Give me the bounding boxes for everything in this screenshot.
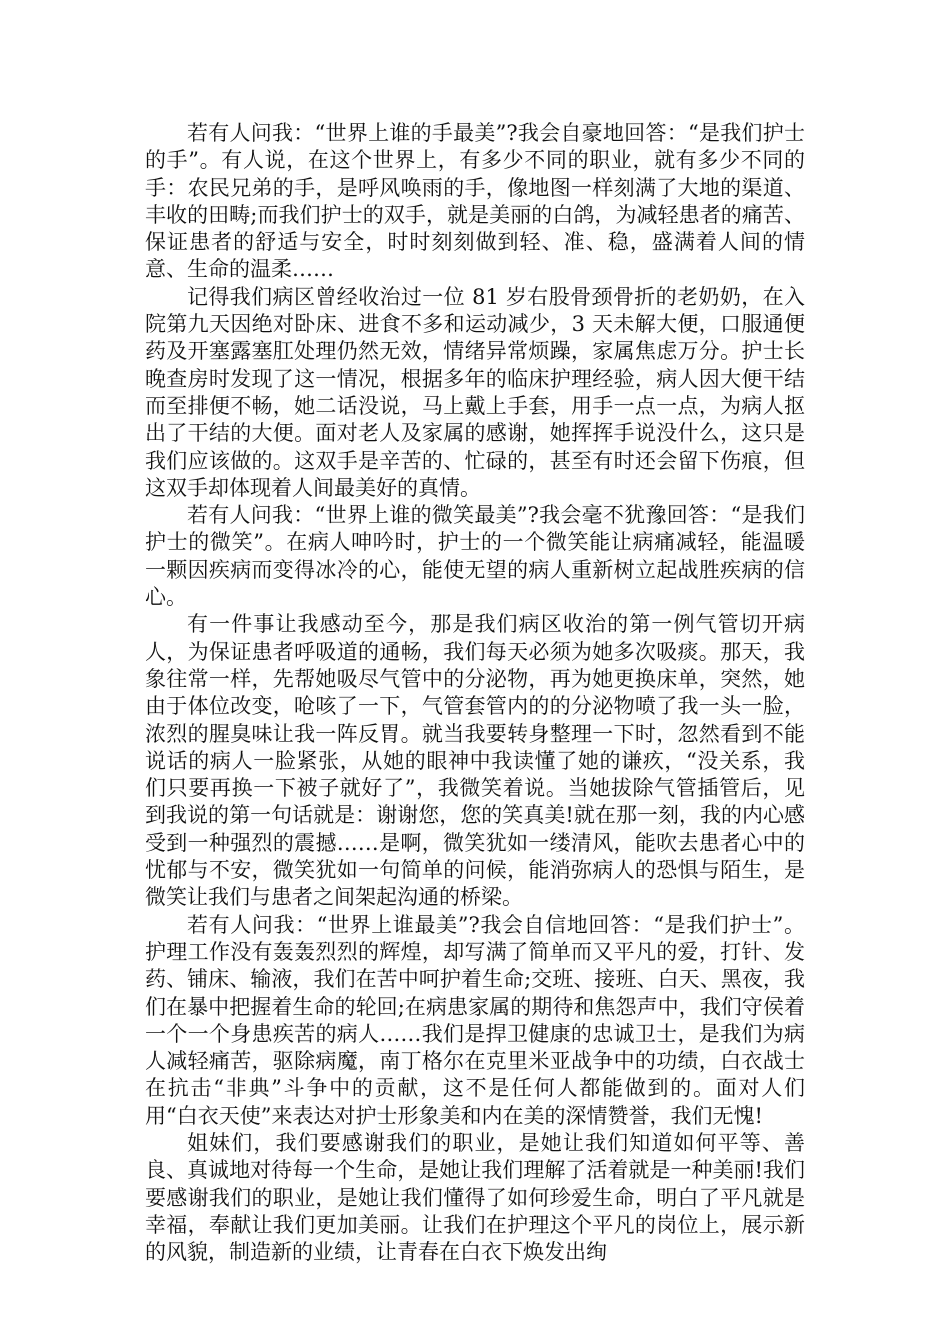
paragraph-nurses-most-beautiful: 若有人问我：“世界上谁最美”?我会自信地回答：“是我们护士”。护理工作没有轰轰烈烈的辉煌，却写满了简单而又平凡的爱，打针、发药、铺床、输液，我们在苦中呵护着生命;交班、接班、白天、黑夜，我们在暴中把握着生命的轮回;在病患家属的期待和焦怨声中，我们守侯着一个一个身患疾苦的病人……我们是捍卫健康的忠诚卫士，是我们为病人减轻痛苦，驱除病魔，南丁格尔在克里米亚战争中的功绩，白衣战士在抗击“非典”斗争中的贡献，这不是任何人都能做到的。面对人们用“白衣天使”来表达对护士形象美和内在美的深情赞誉，我们无愧! <box>145 912 805 1128</box>
document-body <box>145 120 805 1266</box>
paragraph-tracheotomy-story: 有一件事让我感动至今，那是我们病区收治的第一例气管切开病人，为保证患者呼吸道的通畅，我们每天必须为她多次吸痰。那天，我象往常一样，先帮她吸尽气管中的分泌物，再为她更换床单，突然，她由于体位改变，呛咳了一下，气管套管内的的分泌物喷了我一头一脸，浓烈的腥臭味让我一阵反胃。就当我要转身整理一下时，忽然看到不能说话的病人一脸紧张，从她的眼神中我读懂了她的谦疚，“没关系，我们只要再换一下被子就好了”，我微笑着说。当她拔除气管插管后，见到我说的第一句话就是：谢谢您，您的笑真美!就在那一刻，我的内心感受到一种强烈的震撼……是啊，微笑犹如一缕清风，能吹去患者心中的忧郁与不安，微笑犹如一句简单的问候，能消弥病人的恐惧与陌生，是微笑让我们与患者之间架起沟通的桥梁。 <box>145 612 805 910</box>
paragraph-grandmother-story: 记得我们病区曾经收治过一位 81 岁右股骨颈骨折的老奶奶，在入院第九天因绝对卧床、进食不多和运动减少，3 天未解大便，口服通便药及开塞露塞肛处理仍然无效，情绪异常烦躁，家属焦虑万分。护士长晚查房时发现了这一情况，根据多年的临床护理经验，病人因大便干结而至排便不畅，她二话没说，马上戴上手套，用手一点一点，为病人抠出了干结的大便。面对老人及家属的感谢，她挥挥手说没什么，这只是我们应该做的。这双手是辛苦的、忙碌的，甚至有时还会留下伤痕，但这双手却体现着人间最美好的真情。 <box>145 284 805 500</box>
paragraph-sisters-gratitude: 姐妹们，我们要感谢我们的职业，是她让我们知道如何平等、善良、真诚地对待每一个生命，是她让我们理解了活着就是一种美丽!我们要感谢我们的职业，是她让我们懂得了如何珍爱生命，明白了平凡就是幸福，奉献让我们更加美丽。让我们在护理这个平凡的岗位上，展示新的风貌，制造新的业绩，让青春在白衣下焕发出绚 <box>145 1130 805 1265</box>
paragraph-smile: 若有人问我：“世界上谁的微笑最美”?我会毫不犹豫回答：“是我们护士的微笑”。在病人呻吟时，护士的一个微笑能让病痛减轻，能温暖一颗因疾病而变得冰冷的心，能使无望的病人重新树立起战胜疾病的信心。 <box>145 503 805 610</box>
paragraph-hands: 若有人问我：“世界上谁的手最美”?我会自豪地回答：“是我们护士的手”。有人说，在这个世界上，有多少不同的职业，就有多少不同的手：农民兄弟的手，是呼风唤雨的手，像地图一样刻满了大地的渠道、丰收的田畴;而我们护士的双手，就是美丽的白鸽，为减轻患者的痛苦、保证患者的舒适与安全，时时刻刻做到轻、准、稳，盛满着人间的情意、生命的温柔…… <box>145 121 805 282</box>
